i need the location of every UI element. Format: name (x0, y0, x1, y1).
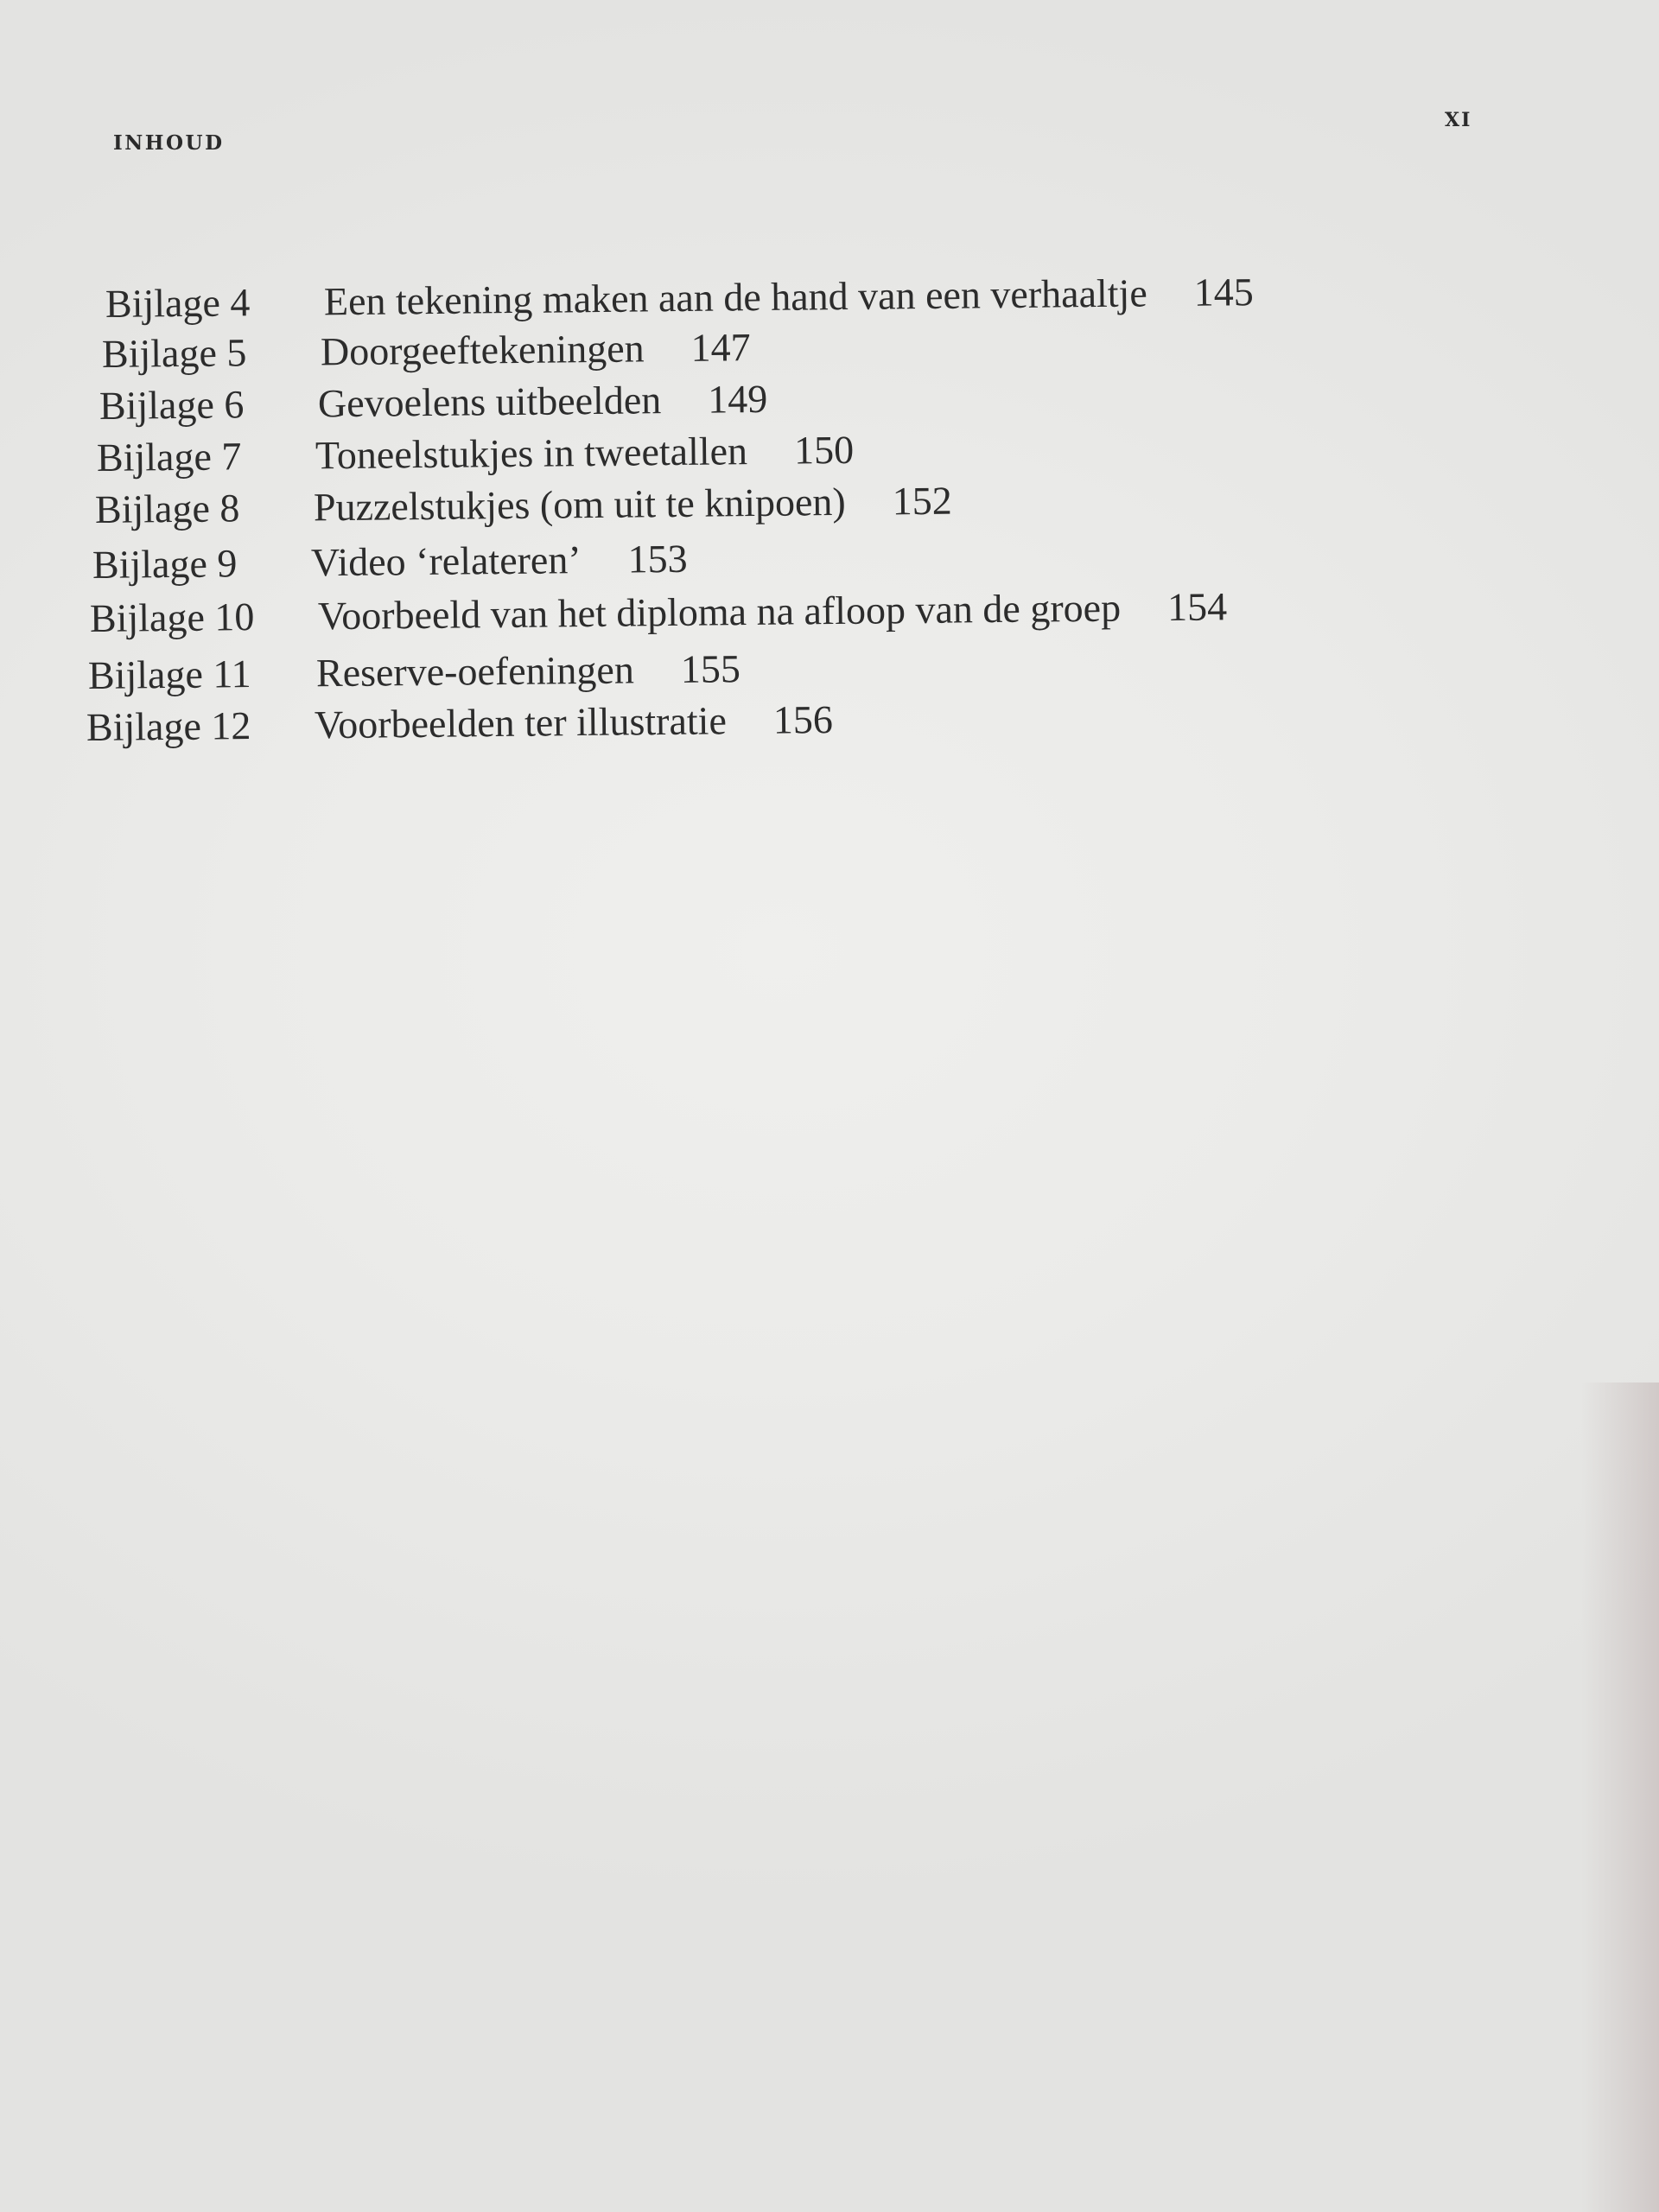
toc-entry-title-text: Voorbeeld van het diploma na afloop van de groep (317, 585, 1122, 639)
toc-entry-page: 150 (793, 427, 855, 473)
toc-entry-label: Bijlage 10 (89, 594, 255, 640)
toc-entry-title-text: Toneelstukjes in tweetallen (315, 429, 748, 478)
toc-entry-page: 155 (680, 646, 741, 691)
toc-entry-title-text: Reserve-oefeningen (315, 647, 635, 696)
toc-entry-label: Bijlage 7 (96, 434, 242, 480)
toc-entry-title (314, 475, 952, 534)
toc-entry-label: Bijlage 11 (87, 652, 251, 697)
toc-entry (94, 478, 952, 536)
toc-entry-page: 147 (690, 325, 751, 370)
toc-entry (89, 584, 1228, 645)
toc-entry-title (324, 266, 1254, 327)
toc-entry (99, 376, 768, 432)
running-head: INHOUD (113, 131, 225, 155)
toc-entry-title-text: Video ‘relateren’ (310, 537, 582, 585)
toc-entry-page: 152 (892, 478, 952, 524)
toc-entry-label: Bijlage 8 (94, 486, 240, 531)
toc-entry (86, 696, 834, 753)
toc-entry-title (316, 643, 741, 699)
toc-entry-title-text: Doorgeeftekeningen (320, 326, 645, 374)
toc-entry (87, 646, 741, 702)
toc-entry-page: 156 (772, 696, 834, 742)
toc-entry (105, 270, 1254, 330)
toc-entry-page: 153 (627, 536, 688, 582)
toc-entry-title-text: Voorbeelden ter illustratie (314, 698, 728, 747)
toc-entry-page: 145 (1193, 270, 1254, 315)
toc-entry-title (315, 694, 833, 751)
toc-entry-label: Bijlage 6 (99, 382, 245, 428)
toc-entry-title-text: Gevoelens uitbeelden (317, 378, 662, 426)
toc-entry (92, 536, 688, 591)
toc-entry-title (321, 321, 751, 378)
toc-entry-title (311, 533, 688, 589)
toc-entry-label: Bijlage 5 (101, 330, 247, 376)
toc-entry-page: 154 (1166, 584, 1228, 629)
toc-entry-title (318, 581, 1228, 642)
toc-entry (101, 325, 751, 380)
toc-entry-label: Bijlage 12 (86, 703, 251, 749)
toc-entry-label: Bijlage 9 (92, 541, 238, 587)
toc-entry-page: 149 (707, 376, 768, 422)
toc-entry-title-text: Puzzelstukjes (om uit te knipoen) (313, 479, 846, 530)
toc-entry-title (315, 424, 855, 482)
toc-entry (96, 427, 855, 484)
page-number: XI (1445, 109, 1472, 131)
toc-entry-title-text: Een tekening maken aan de hand van een verhaaltje (323, 270, 1147, 324)
toc-entry-label: Bijlage 4 (105, 280, 251, 326)
toc-entry-title (318, 373, 768, 429)
